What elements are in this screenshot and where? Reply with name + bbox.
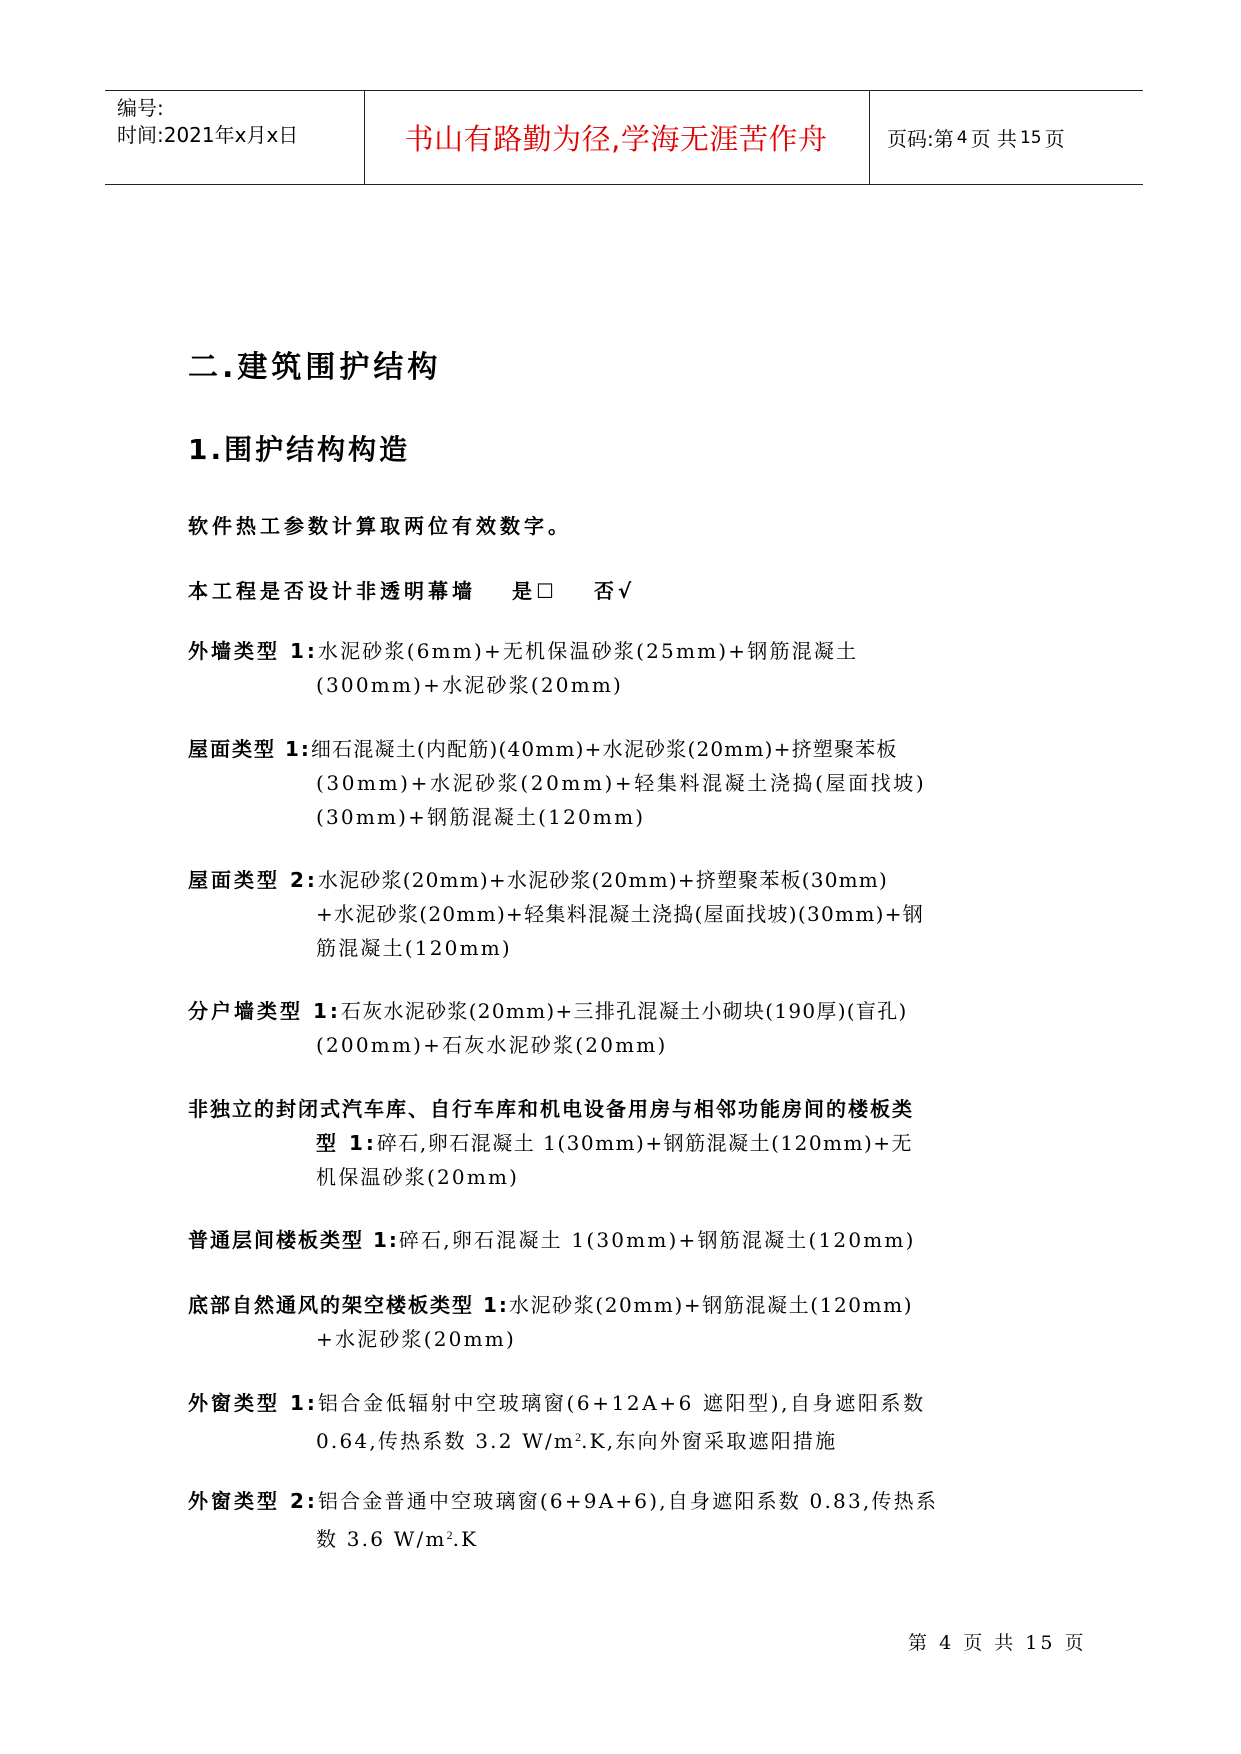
header-divider-right bbox=[869, 91, 870, 184]
list-item bbox=[188, 1224, 1068, 1258]
list-item bbox=[188, 1093, 1068, 1195]
item-text: .K,东向外窗采取遮阳措施 bbox=[581, 1429, 838, 1453]
item-text: 水泥砂浆(20mm)+水泥砂浆(20mm)+挤塑聚苯板(30mm) bbox=[317, 868, 888, 892]
superscript: 2 bbox=[446, 1528, 453, 1542]
page-footer bbox=[908, 1628, 1087, 1655]
item-text: (30mm)+水泥砂浆(20mm)+轻集料混凝土浇捣(屋面找坡) bbox=[316, 771, 927, 795]
item-label: 外墙类型 1: bbox=[188, 639, 318, 663]
curtain-wall-question bbox=[188, 575, 635, 604]
item-text: 水泥砂浆(6mm)+无机保温砂浆(25mm)+钢筋混凝土 bbox=[317, 639, 859, 663]
list-item bbox=[188, 733, 1068, 835]
item-label: 底部自然通风的架空楼板类型 1: bbox=[188, 1293, 509, 1317]
header-divider-left bbox=[364, 91, 365, 184]
header-meta bbox=[117, 91, 367, 184]
footer-suffix: 页 bbox=[1064, 1632, 1087, 1654]
calc-note: 软件热工参数计算取两位有效数字。 bbox=[188, 514, 572, 538]
list-item bbox=[188, 1387, 1068, 1459]
item-text: 铝合金普通中空玻璃窗(6+9A+6),自身遮阳系数 0.83,传热系 bbox=[317, 1489, 939, 1513]
header-page-info bbox=[875, 91, 1155, 184]
number-label: 编号: bbox=[117, 96, 164, 120]
page-label-prefix: 页码:第 bbox=[887, 127, 954, 151]
list-item bbox=[188, 1289, 1068, 1357]
answer-yes: 是☐ bbox=[512, 579, 558, 603]
item-text: +水泥砂浆(20mm) bbox=[316, 1327, 516, 1351]
item-label: 外窗类型 2: bbox=[188, 1489, 318, 1513]
item-label: 外窗类型 1: bbox=[188, 1391, 318, 1415]
item-label: 屋面类型 2: bbox=[188, 868, 318, 892]
item-text: 细石混凝土(内配筋)(40mm)+水泥砂浆(20mm)+挤塑聚苯板 bbox=[310, 737, 898, 761]
item-text: (300mm)+水泥砂浆(20mm) bbox=[316, 673, 624, 697]
item-text: (200mm)+石灰水泥砂浆(20mm) bbox=[316, 1033, 668, 1057]
footer-current: 4 bbox=[939, 1632, 955, 1654]
list-item bbox=[188, 635, 1068, 703]
item-text: 碎石,卵石混凝土 1(30mm)+钢筋混凝土(120mm)+无 bbox=[376, 1131, 914, 1155]
page-total: 15 bbox=[1019, 127, 1042, 148]
item-label: 非独立的封闭式汽车库、自行车库和机电设备用房与相邻功能房间的楼板类 bbox=[188, 1097, 914, 1121]
question-text: 本工程是否设计非透明幕墙 bbox=[188, 579, 476, 603]
item-text: 石灰水泥砂浆(20mm)+三排孔混凝土小砌块(190厚)(盲孔) bbox=[340, 999, 908, 1023]
item-text: +水泥砂浆(20mm)+轻集料混凝土浇捣(屋面找坡)(30mm)+钢 bbox=[316, 902, 925, 926]
footer-total: 15 bbox=[1025, 1632, 1056, 1654]
section-title: 二.建筑围护结构 bbox=[188, 350, 442, 385]
item-text: (30mm)+钢筋混凝土(120mm) bbox=[316, 805, 646, 829]
item-label: 分户墙类型 1: bbox=[188, 999, 341, 1023]
header-motto: 书山有路勤为径,学海无涯苦作舟 bbox=[404, 122, 828, 156]
item-text: 数 3.6 W/m bbox=[316, 1527, 447, 1551]
footer-prefix: 第 bbox=[908, 1632, 931, 1654]
item-text: 筋混凝土(120mm) bbox=[316, 936, 512, 960]
page-label-suffix: 页 bbox=[1044, 127, 1065, 151]
item-text: 机保温砂浆(20mm) bbox=[316, 1165, 520, 1189]
item-text: 水泥砂浆(20mm)+钢筋混凝土(120mm) bbox=[508, 1293, 914, 1317]
page-current: 4 bbox=[956, 127, 968, 148]
list-item bbox=[188, 864, 1068, 966]
item-label-continued: 型 1: bbox=[316, 1131, 377, 1155]
item-text: 0.64,传热系数 3.2 W/m bbox=[316, 1429, 576, 1453]
page-label-mid: 页 共 bbox=[970, 127, 1017, 151]
footer-mid: 页 共 bbox=[963, 1632, 1017, 1654]
superscript: 2 bbox=[575, 1430, 582, 1444]
list-item bbox=[188, 1485, 1068, 1557]
list-item bbox=[188, 995, 1068, 1063]
item-label: 屋面类型 1: bbox=[188, 737, 311, 761]
item-label: 普通层间楼板类型 1: bbox=[188, 1228, 399, 1252]
answer-no: 否√ bbox=[593, 579, 636, 603]
section-subtitle: 1.围护结构构造 bbox=[188, 433, 411, 466]
item-text: .K bbox=[452, 1527, 479, 1551]
time-label: 时间:2021年x月x日 bbox=[117, 123, 299, 147]
item-text: 碎石,卵石混凝土 1(30mm)+钢筋混凝土(120mm) bbox=[398, 1228, 916, 1252]
item-text: 铝合金低辐射中空玻璃窗(6+12A+6 遮阳型),自身遮阳系数 bbox=[317, 1391, 926, 1415]
page-header bbox=[105, 90, 1143, 185]
